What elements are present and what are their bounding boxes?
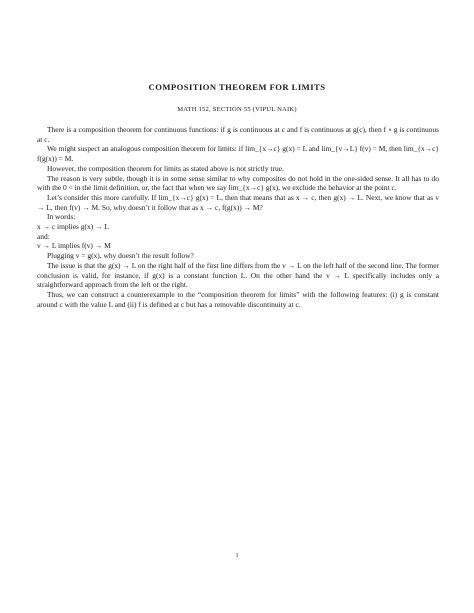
paper-body [37,125,439,309]
page-number: 1 [235,552,239,559]
paper-author-line: MATH 152, SECTION 55 (VIPUL NAIK) [177,106,297,113]
paragraph-9: v → L implies f(v) → M [37,241,111,251]
paragraph-2: We might suspect an analogous composition theorem for limits: if lim_{x→c} g(x) = L and lim_{v→L} f(v) = M, then lim_{x→c} f(g(x)) = M. [37,144,439,164]
paragraph-8: and: [37,231,50,241]
paper-title: COMPOSITION THEOREM FOR LIMITS [148,82,326,92]
paragraph-3: However, the composition theorem for limits as stated above is not strictly true. [47,163,284,173]
paragraph-4: The reason is very subtle, though it is in some sense similar to why composites do not hold in the one-sided sense. It all has to do with the 0 < in the limit definition, or, the fact that when we say lim_{x→c} g(x), we exclude the behavior at the point c. [37,173,439,193]
paragraph-10: Plugging v = g(x), why doesn’t the result follow? [47,251,194,261]
paragraph-11: The issue is that the g(x) → L on the right half of the first line differs from the v → L on the left half of the second line. The former conclusion is valid, for instance, if g(x) is a constant function L. On the other hand the v → L specifically includes only a straightforward approach from the left or the right. [37,260,439,290]
paragraph-7: x → c implies g(x) → L [37,222,109,232]
paragraph-12: Thus, we can construct a counterexample to the “composition theorem for limits” with the following features: (i) g is constant around c with the value L and (ii) f is defined at c but has a removable discontinuity at c. [37,289,439,309]
paragraph-5: Let’s consider this more carefully. If lim_{x→c} g(x) = L, then that means that as x → c, then g(x) → L. Next, we know that as v → L, then f(v) → M. So, why doesn’t it follow that as x → c, f(g(x)) → M? [37,192,439,212]
paragraph-1: There is a composition theorem for continuous functions: if g is continuous at c and f is continuous at g(c), then f ∘ g is continuous at c. [37,125,439,144]
paragraph-6: In words: [47,212,76,222]
